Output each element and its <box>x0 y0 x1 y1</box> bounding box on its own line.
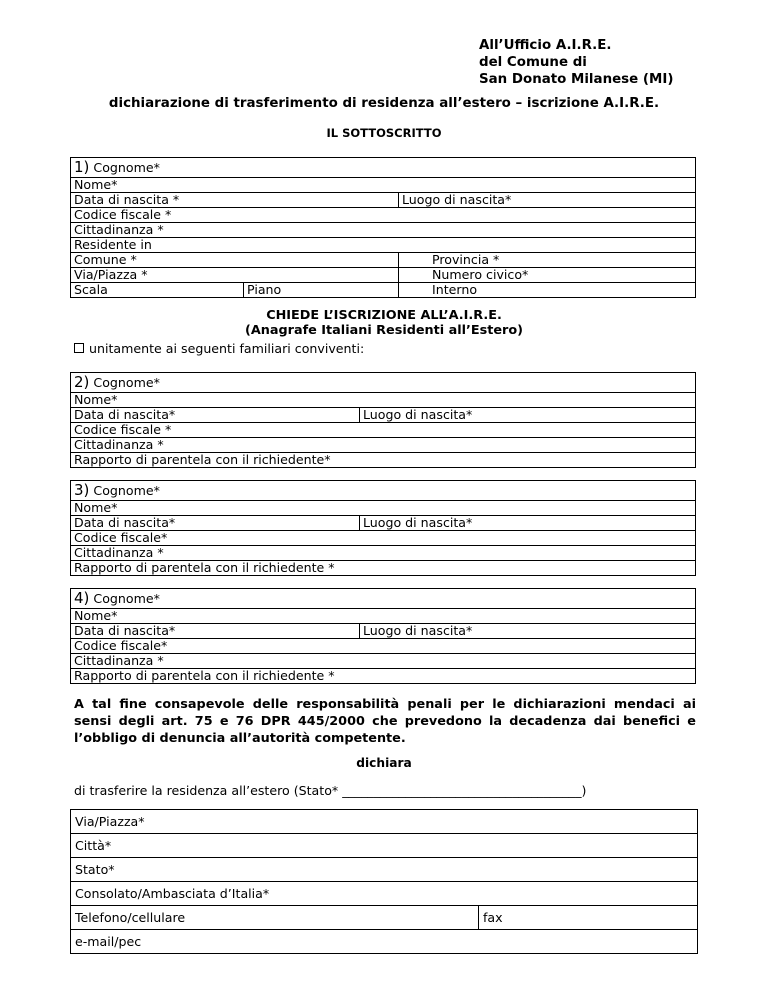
rapporto-field-2[interactable]: Rapporto di parentela con il richiedente* <box>71 453 696 468</box>
foreign-address-table <box>70 809 698 954</box>
email-field[interactable]: e-mail/pec <box>71 930 698 954</box>
fax-field[interactable]: fax <box>479 906 698 930</box>
provincia-field[interactable]: Provincia * <box>399 253 696 268</box>
nome-field-4[interactable]: Nome* <box>71 609 696 624</box>
codice-fiscale-field-3[interactable]: Codice fiscale* <box>71 531 696 546</box>
consolato-field[interactable]: Consolato/Ambasciata d’Italia* <box>71 882 698 906</box>
cittadinanza-field-4[interactable]: Cittadinanza * <box>71 654 696 669</box>
chiede-subheading: (Anagrafe Italiani Residenti all’Estero) <box>244 323 523 338</box>
cittadinanza-field-2[interactable]: Cittadinanza * <box>71 438 696 453</box>
codice-fiscale-field-1[interactable]: Codice fiscale * <box>71 208 696 223</box>
data-nascita-field-4[interactable]: Data di nascita* <box>71 624 360 639</box>
address-line-2: del Comune di <box>479 55 587 70</box>
data-nascita-field-3[interactable]: Data di nascita* <box>71 516 360 531</box>
luogo-nascita-field-1[interactable]: Luogo di nascita* <box>399 193 696 208</box>
chiede-heading: CHIEDE L’ISCRIZIONE ALL’A.I.R.E. <box>266 308 502 323</box>
codice-fiscale-field-2[interactable]: Codice fiscale * <box>71 423 696 438</box>
cittadinanza-field-3[interactable]: Cittadinanza * <box>71 546 696 561</box>
scala-field[interactable]: Scala <box>71 283 244 298</box>
section-1-table <box>70 157 696 298</box>
rapporto-field-4[interactable]: Rapporto di parentela con il richiedente * <box>71 669 696 684</box>
recipient-address <box>479 37 673 88</box>
citta-field[interactable]: Città* <box>71 834 698 858</box>
numero-civico-field[interactable]: Numero civico* <box>399 268 696 283</box>
telefono-field[interactable]: Telefono/cellulare <box>71 906 479 930</box>
cognome-field-2[interactable]: 2) Cognome* <box>71 373 696 393</box>
section-2-table <box>70 372 696 468</box>
checkbox-icon[interactable] <box>74 343 84 353</box>
luogo-nascita-field-3[interactable]: Luogo di nascita* <box>360 516 696 531</box>
document-title: dichiarazione di trasferimento di residenza all’estero – iscrizione A.I.R.E. <box>108 96 660 111</box>
nome-field-1[interactable]: Nome* <box>71 178 696 193</box>
data-nascita-field-2[interactable]: Data di nascita* <box>71 408 360 423</box>
residente-label: Residente in <box>71 238 696 253</box>
section-3-table <box>70 480 696 576</box>
cognome-field-4[interactable]: 4) Cognome* <box>71 589 696 609</box>
address-line-3: San Donato Milanese (MI) <box>479 72 674 87</box>
section-4-table <box>70 588 696 684</box>
interno-field[interactable]: Interno <box>399 283 696 298</box>
nome-field-2[interactable]: Nome* <box>71 393 696 408</box>
stato-field[interactable]: Stato* <box>71 858 698 882</box>
piano-field[interactable]: Piano <box>244 283 399 298</box>
familiari-checkbox-row[interactable] <box>74 343 364 356</box>
declaration-paragraph: A tal fine consapevole delle responsabilità penali per le dichiarazioni mendaci ai sensi degli art. 75 e 76 DPR 445/2000 che prevedono la decadenza dai benefici e l’obbligo di denuncia all’autorità competente. <box>74 697 696 746</box>
luogo-nascita-field-2[interactable]: Luogo di nascita* <box>360 408 696 423</box>
address-line-1: All’Ufficio A.I.R.E. <box>479 38 612 53</box>
dichiara-heading: dichiara <box>356 756 412 770</box>
comune-field[interactable]: Comune * <box>71 253 399 268</box>
via-field-1[interactable]: Via/Piazza * <box>71 268 399 283</box>
codice-fiscale-field-4[interactable]: Codice fiscale* <box>71 639 696 654</box>
luogo-nascita-field-4[interactable]: Luogo di nascita* <box>360 624 696 639</box>
cognome-field-1[interactable]: 1) Cognome* <box>71 158 696 178</box>
checkbox-label: unitamente ai seguenti familiari conviventi: <box>89 341 365 356</box>
section-subtitle: IL SOTTOSCRITTO <box>326 126 442 140</box>
via-estero-field[interactable]: Via/Piazza* <box>71 810 698 834</box>
nome-field-3[interactable]: Nome* <box>71 501 696 516</box>
trasferire-line: di trasferire la residenza all’estero (Stato* ______________________________________) <box>74 783 587 798</box>
cognome-field-3[interactable]: 3) Cognome* <box>71 481 696 501</box>
data-nascita-field-1[interactable]: Data di nascita * <box>71 193 399 208</box>
rapporto-field-3[interactable]: Rapporto di parentela con il richiedente * <box>71 561 696 576</box>
cittadinanza-field-1[interactable]: Cittadinanza * <box>71 223 696 238</box>
